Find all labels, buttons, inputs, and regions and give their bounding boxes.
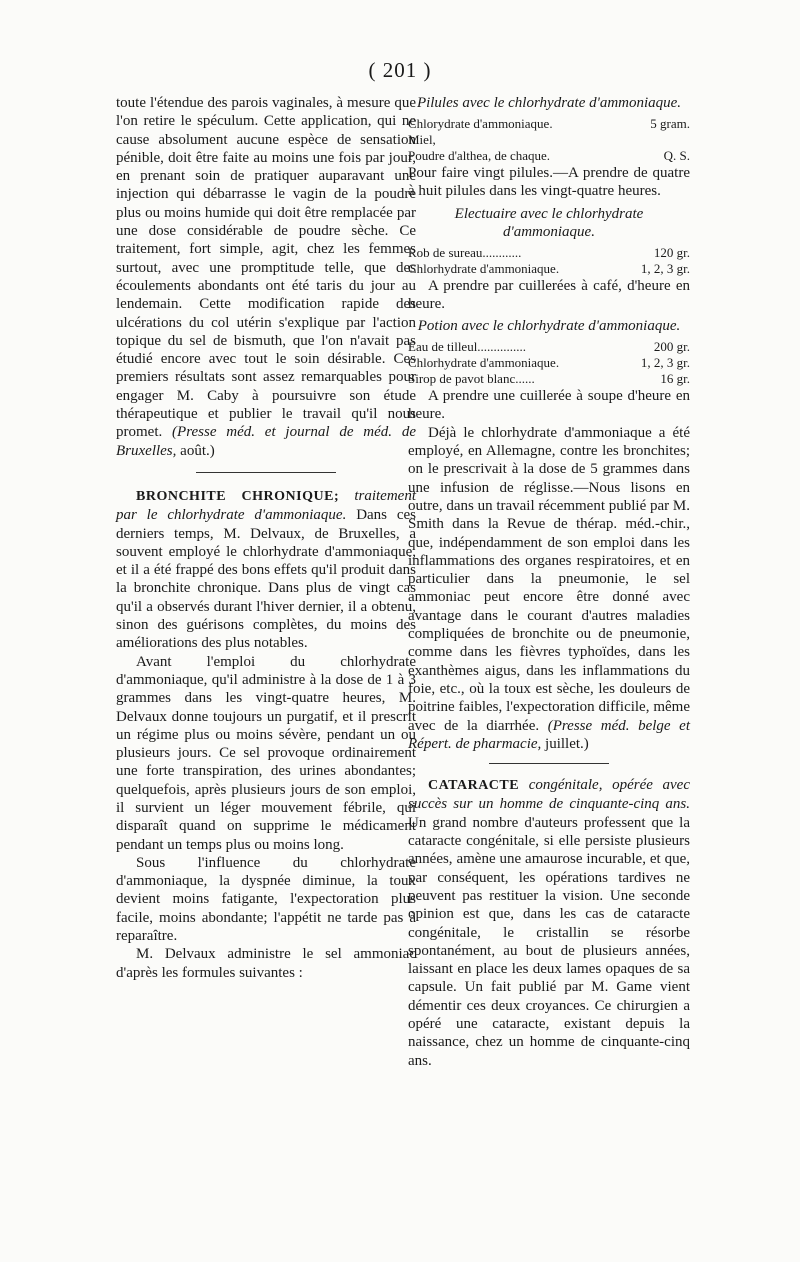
rx-line	[408, 245, 690, 261]
rx-dose: 1, 2, 3 gr.	[640, 260, 690, 276]
rx-dose: Q. S.	[663, 148, 690, 163]
rx-item: Poudre d'althea, de chaque.	[408, 148, 551, 163]
section-divider	[489, 763, 609, 764]
right-column	[408, 94, 690, 1070]
left-column	[116, 94, 416, 982]
pilules-prescription	[408, 116, 690, 164]
rx-line	[408, 132, 690, 148]
rx-item: Sirop de pavot blanc......	[408, 371, 535, 387]
rx-dose: 120 gr.	[653, 244, 690, 260]
paragraph-dosage: Avant l'emploi du chlorhydrate d'ammoniaque, qu'il administre à la dose de 1 à 3 grammes dans les vingt-quatre heures, M. Delvaux donne toujours un purgatif, et il prescrit un régime plus ou moins sévère, pendant un ou plusieurs jours. Ce sel provoque ordinairement une forte transpiration, des urines abondantes; quelquefois, après plusieurs jours de son emploi, il survient un léger mouvement fébrile, qui disparaît quand on supprime le médicament pendant un temps plus ou moins long.	[116, 653, 416, 853]
potion-instructions: A prendre une cuillerée à soupe d'heure en heure.	[408, 388, 690, 423]
paragraph-text: Un grand nombre d'auteurs professent que la cataracte congénitale, si elle persiste plusieurs années, amène une amaurose incurable, et que, par conséquent, les opérations tardives ne peuvent pas restituer la vision. Une seconde opinion est que, dans les cas de cataracte congénitale, le cristallin se résorbe spontanément, au bout de plusieurs années, laissant en place les deux lames opaques de sa capsule. Un fait publié par M. Game vient démentir ces deux croyances. Ce chirurgien a opéré une cataracte, existant depuis la naissance, chez un homme de cinquante-cinq ans.	[408, 814, 690, 1069]
pilules-title: Pilules avec le chlorhydrate d'ammoniaque.	[416, 95, 682, 111]
potion-prescription	[408, 339, 690, 387]
electuaire-instructions: A prendre par cuillerées à café, d'heure en heure.	[408, 277, 690, 312]
paragraph-germany-usage	[408, 424, 690, 753]
rx-line	[408, 116, 690, 132]
rx-item: Eau de tilleul...............	[408, 339, 527, 355]
potion-title: Potion avec le chlorhydrate d'ammoniaque.	[417, 318, 681, 335]
heading-label: BRONCHITE CHRONIQUE;	[136, 488, 340, 504]
citation-month: août.)	[180, 442, 215, 459]
rx-line	[408, 261, 690, 277]
rx-item: Chlorhydrate d'ammoniaque.	[408, 260, 560, 276]
citation-source: (Presse méd. belge et Répert. de pharmacie,	[408, 717, 690, 752]
heading-subtitle: traitement par le chlorhydrate d'ammoniaque.	[116, 487, 416, 524]
citation-month: juillet.)	[545, 735, 589, 752]
rx-line	[408, 148, 690, 164]
electuaire-prescription	[408, 245, 690, 277]
rx-dose: 200 gr.	[653, 339, 690, 355]
rx-line	[408, 339, 690, 355]
paragraph-text: Dans ces derniers temps, M. Delvaux, de Bruxelles, a souvent employé le chlorhydrate d'ammoniaque, et il a été frappé des bons effets qu'il produit dans la bronchite chronique. Dans plus de vingt cas qu'il a observés durant l'hiver dernier, il a obtenu, sinon des guérisons complètes, du moins des améliorations des plus notables.	[116, 507, 417, 652]
rx-line	[408, 355, 690, 371]
paragraph-vaginal-treatment	[116, 94, 416, 460]
heading-subtitle: congénitale, opérée avec succès sur un homme de cinquante-cinq ans.	[408, 777, 690, 813]
rx-dose: 5 gram.	[650, 116, 690, 131]
rx-item: Rob de sureau............	[408, 244, 522, 260]
rx-dose: 1, 2, 3 gr.	[640, 355, 690, 371]
rx-line	[408, 371, 690, 387]
pilules-instructions: Pour faire vingt pilules.—A prendre de quatre à huit pilules dans les vingt-quatre heures.	[408, 165, 690, 200]
paragraph-text: toute l'étendue des parois vaginales, à mesure que l'on retire le spéculum. Cette application, qui ne cause absolument aucune espèce de sensation pénible, doit être faite au moins une fois par jour, en prenant soin de pratiquer auparavant une injection qui débarrasse le vagin de la poudre plus ou moins humide qui doit être remplacée par une dose considérable de poudre sèche. Ce traitement, fort simple, agit, chez les femmes surtout, avec une promptitude telle, que des écoulements abondants ont été taris du jour au lendemain. Cette modification rapide des ulcérations du col utérin s'explique par l'action topique du sel de bismuth, que l'on n'avait pas étudié encore avec tout le soin désirable. Ces premiers résultats sont assez remarquables pour engager M. Caby à poursuivre son étude thérapeutique et publier le travail qu'il nous promet.	[116, 95, 416, 441]
page-number: ( 201 )	[368, 58, 432, 82]
section-cataracte	[408, 776, 690, 1070]
heading-label: CATARACTE	[428, 778, 520, 794]
paragraph-formulas-intro: M. Delvaux administre le sel ammoniac d'après les formules suivantes :	[116, 946, 416, 981]
paragraph-effects: Sous l'influence du chlorhydrate d'ammoniaque, la dyspnée diminue, la toux devient moins fatigante, l'expectoration plus facile, moins abondante; l'appétit ne tarde pas à reparaître.	[116, 854, 416, 945]
paragraph-text: Déjà le chlorhydrate d'ammoniaque a été employé, en Allemagne, contre les bronchites; on le prescrivait à la dose de 5 grammes dans une infusion de réglisse.—Nous lisons en outre, dans un travail récemment publié par M. Smith dans la Revue de thérap. méd.-chir., que, indépendamment de son emploi dans les inflammations des organes respiratoires, et en particulier dans la pneumonie, le sel ammoniac peut encore être donné avec avantage dans le courant d'autres maladies compliquées de bronchite ou de pneumonie, comme dans les fièvres typhoïdes, dans les exanthèmes aigus, dans les inflammations du foie, etc., où la toux est sèche, les douleurs de poitrine faibles, l'expectoration difficile, même avec de la diarrhée.	[408, 424, 690, 734]
rx-item: Chlorhydrate d'ammoniaque.	[408, 355, 560, 371]
rx-item: Chlorydrate d'ammoniaque.	[408, 116, 553, 131]
rx-dose: 16 gr.	[660, 371, 690, 387]
electuaire-title: Electuaire avec le chlorhydrate d'ammoniaque.	[454, 205, 644, 240]
citation-source: (Presse méd. et journal de méd. de Bruxelles,	[116, 424, 416, 459]
section-divider	[196, 472, 336, 473]
rx-item: Miel,	[408, 132, 436, 147]
section-heading-bronchite	[116, 487, 416, 653]
